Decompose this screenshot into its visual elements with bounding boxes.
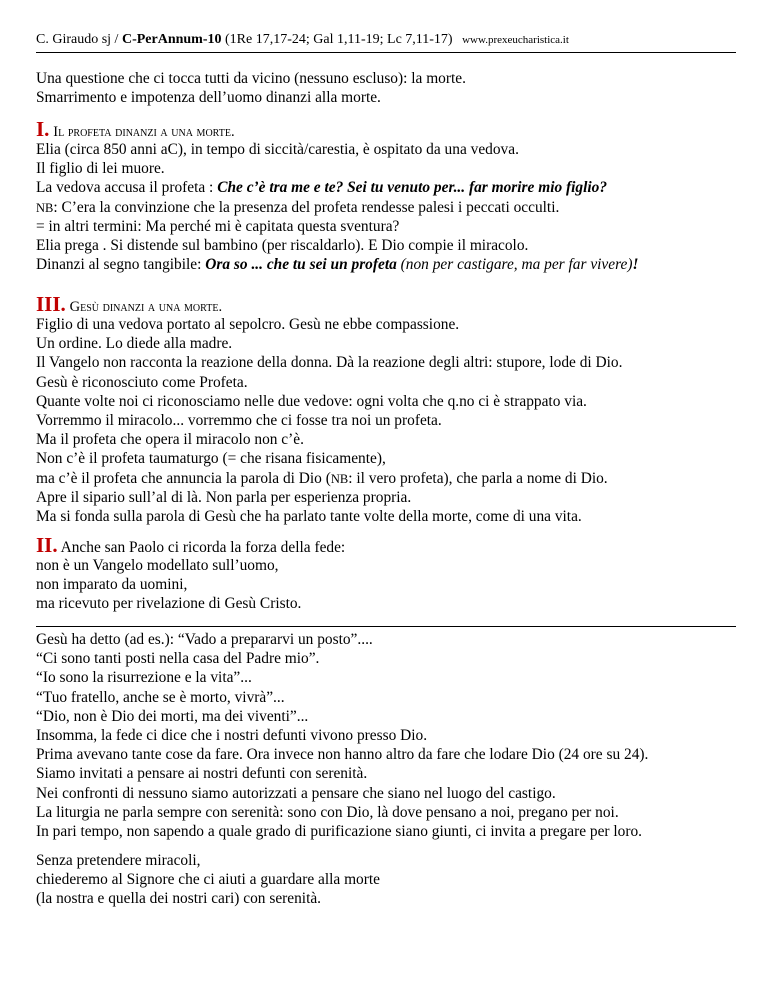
intro-line: Una questione che ci tocca tutti da vicino (nessuno escluso): la morte. [36, 70, 466, 87]
section-2-numeral: II. [36, 533, 58, 557]
section-3-line: Il Vangelo non racconta la reazione della donna. Dà la reazione degli altri: stupore, lode di Dio. [36, 354, 623, 372]
text-span: : C’era la convinzione che la presenza del profeta rendesse palesi i peccati occulti. [53, 198, 560, 216]
header-author: C. Giraudo sj / [36, 32, 122, 47]
section-1-line: Elia (circa 850 anni aC), in tempo di siccità/carestia, è ospitato da una vedova. [36, 141, 519, 158]
section-2-title: Anche san Paolo ci ricorda la forza della fede: [57, 539, 346, 556]
closing-line: Siamo invitati a pensare ai nostri defunti con serenità. [36, 765, 368, 783]
final-line: Senza pretendere miracoli, [36, 852, 201, 869]
italic-note: (non per castigare, ma per far vivere) [396, 256, 633, 274]
section-3-line [36, 469, 756, 488]
section-3-line: Quante volte noi ci riconosciamo nelle due vedove: ogni volta che q.no ci è strappato via. [36, 392, 587, 410]
section-1-line: Il figlio di lei muore. [36, 160, 165, 178]
header-code: C-PerAnnum-10 [121, 32, 222, 47]
section-3-heading [36, 294, 756, 315]
section-3-numeral: III. [36, 292, 66, 316]
closing-line: Prima avevano tante cose da fare. Ora invece non hanno altro da fare che lodare Dio (24 ore su 24). [36, 746, 649, 764]
closing-line: Nei confronti di nessuno siamo autorizzati a pensare che siano nel luogo del castigo. [36, 784, 556, 802]
closing-line: “Io sono la risurrezione e la vita”... [36, 669, 252, 687]
section-3-line: Apre il sipario sull’al di là. Non parla per esperienza propria. [36, 488, 412, 506]
section-3-line: Ma il profeta che opera il miracolo non c’è. [36, 431, 304, 449]
intro-block [36, 69, 756, 107]
section-1-line [36, 198, 756, 217]
final-line: chiederemo al Signore che ci aiuti a guardare alla morte [36, 871, 380, 889]
section-2-line: non è un Vangelo modellato sull’uomo, [36, 557, 279, 574]
section-1 [36, 119, 756, 274]
header-divider [36, 52, 736, 53]
section-1-title: Il profeta dinanzi a una morte. [53, 124, 235, 140]
section-3-line: Vorremmo il miracolo... vorremmo che ci fosse tra noi un profeta. [36, 411, 442, 429]
nb-label: NB [330, 471, 349, 486]
section-1-line [36, 178, 756, 197]
section-3-line: Non c’è il profeta taumaturgo (= che risana fisicamente), [36, 450, 386, 468]
final-line: (la nostra e quella dei nostri cari) con serenità. [36, 890, 322, 908]
text-span: : il vero profeta), che parla a nome di Dio. [348, 469, 608, 487]
section-3-title: Gesù dinanzi a una morte. [69, 299, 223, 315]
closing-line: “Ci sono tanti posti nella casa del Padre mio”. [36, 650, 320, 668]
section-2 [36, 535, 756, 614]
section-2-line: ma ricevuto per rivelazione di Gesù Cristo. [36, 595, 302, 613]
text-span: ma c’è il profeta che annuncia la parola di Dio ( [36, 469, 331, 487]
final-block [36, 851, 756, 909]
page-header [36, 30, 736, 50]
header-refs: (1Re 17,17-24; Gal 1,11-19; Lc 7,11-17) [221, 32, 453, 47]
widow-quote: Che c’è tra me e te? Sei tu venuto per... far morire mio figlio? [217, 179, 608, 197]
section-3-line: Gesù è riconosciuto come Profeta. [36, 373, 248, 391]
closing-line: La liturgia ne parla sempre con serenità: sono con Dio, là dove pensano a noi, pregano per noi. [36, 803, 619, 821]
section-3 [36, 294, 756, 526]
section-2-heading [36, 535, 756, 556]
section-3-line: Figlio di una vedova portato al sepolcro. Gesù ne ebbe compassione. [36, 316, 460, 333]
section-3-line: Un ordine. Lo diede alla madre. [36, 335, 233, 353]
text-span: Dinanzi al segno tangibile: [36, 256, 206, 274]
section-1-heading [36, 119, 756, 140]
section-1-line: Elia prega . Si distende sul bambino (per riscaldarlo). E Dio compie il miracolo. [36, 236, 529, 254]
section-1-numeral: I. [36, 117, 50, 141]
closing-line: Insomma, la fede ci dice che i nostri defunti vivono presso Dio. [36, 726, 428, 744]
section-1-line [36, 255, 756, 274]
section-3-line: Ma si fonda sulla parola di Gesù che ha parlato tante volte della morte, come di una vita. [36, 507, 582, 525]
section-2-line: non imparato da uomini, [36, 576, 188, 594]
closing-line: “Dio, non è Dio dei morti, ma dei viventi”... [36, 707, 309, 725]
closing-block [36, 630, 756, 841]
section-1-line: = in altri termini: Ma perché mi è capitata questa sventura? [36, 217, 400, 235]
nb-label: NB [36, 200, 54, 215]
exclamation: ! [632, 256, 639, 274]
text-span: La vedova accusa il profeta : [36, 179, 218, 197]
closing-line: In pari tempo, non sapendo a quale grado di purificazione siano giunti, ci invita a pregare per loro. [36, 822, 643, 840]
intro-line: Smarrimento e impotenza dell’uomo dinanzi alla morte. [36, 89, 381, 107]
closing-line: Gesù ha detto (ad es.): “Vado a prepararvi un posto”.... [36, 631, 373, 648]
prophet-quote: Ora so ... che tu sei un profeta [205, 256, 397, 274]
closing-line: “Tuo fratello, anche se è morto, vivrà”... [36, 688, 285, 706]
header-url: www.prexeucharistica.it [462, 34, 569, 46]
section-divider [36, 626, 736, 627]
